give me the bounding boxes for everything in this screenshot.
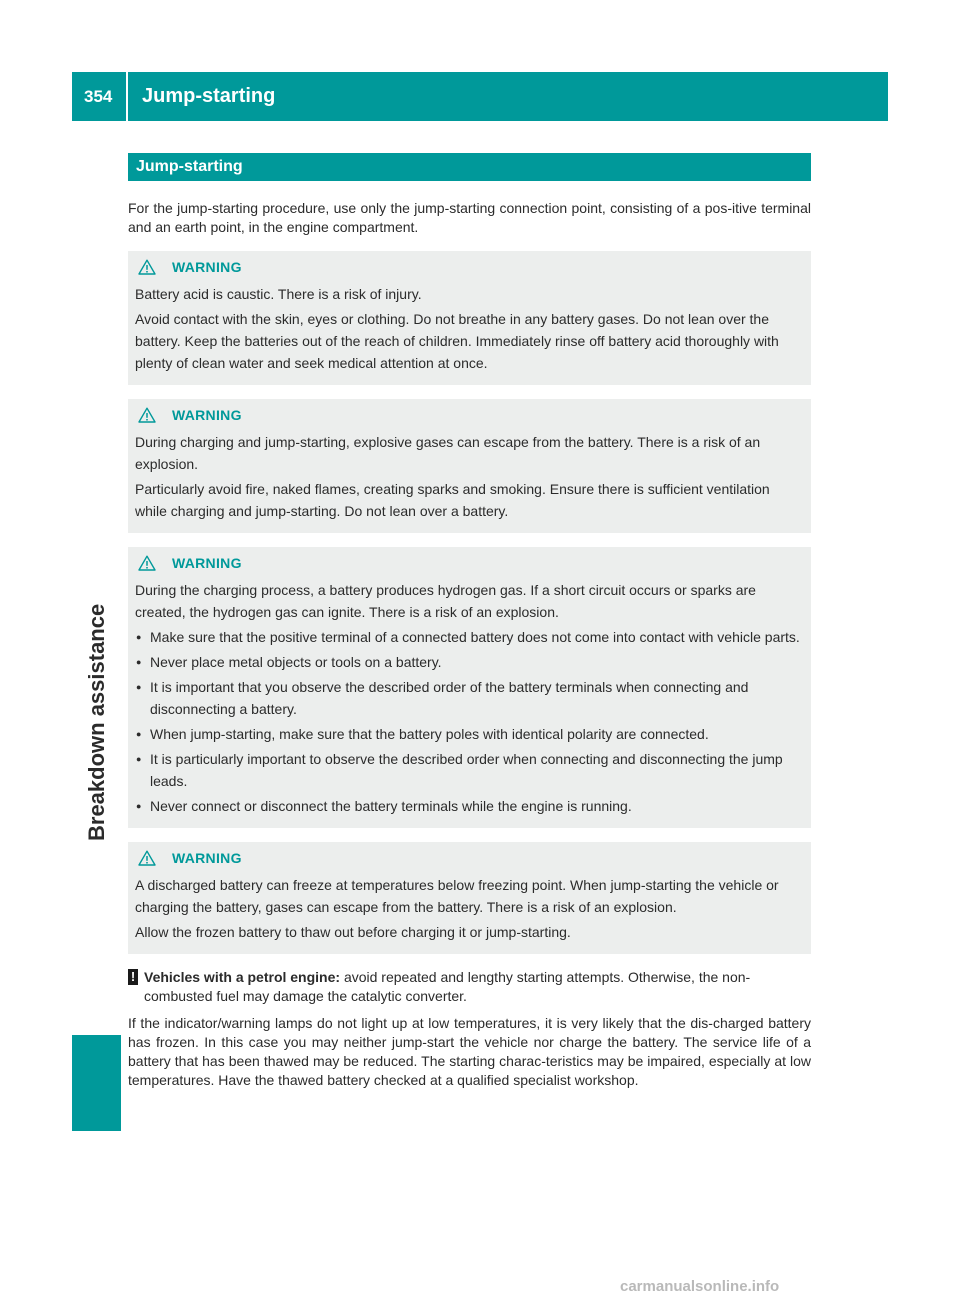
warning-label: WARNING (172, 555, 242, 571)
warning-text: Allow the frozen battery to thaw out before charging it or jump-starting. (135, 924, 571, 940)
list-item: ● Never connect or disconnect the battery terminals while the engine is running. (135, 795, 804, 817)
warning-label: WARNING (172, 259, 242, 275)
closing-paragraph: If the indicator/warning lamps do not light up at low temperatures, it is very likely that the dis-charged battery has frozen. In this case you may neither jump-start the vehicle nor charge the battery. The service life of a battery that has been thawed may be reduced. The starting charac-teristics may be impaired, especially at low temperatures. Have the thawed battery checked at a qualified specialist workshop. (128, 1015, 811, 1088)
page-number: 354 (84, 87, 113, 106)
list-item: ● When jump-starting, make sure that the battery poles with identical polarity are connected. (135, 723, 804, 745)
warning-text: During the charging process, a battery produces hydrogen gas. If a short circuit occurs or sparks are created, the hydrogen gas can ignite. There is a risk of an explosion. (135, 582, 756, 620)
warning-box (128, 547, 811, 828)
header-divider (126, 72, 128, 121)
list-item: ● It is particularly important to observe the described order when connecting and disconnecting the jump leads. (135, 748, 804, 792)
warning-triangle-icon (138, 407, 156, 423)
warning-text: Battery acid is caustic. There is a risk of injury. (135, 286, 422, 302)
warning-bullet-list (135, 626, 804, 817)
note-title: Vehicles with a petrol engine: (144, 969, 341, 985)
list-item: ● It is important that you observe the described order of the battery terminals when connecting and disconnecting a battery. (135, 676, 804, 720)
warning-box (128, 399, 811, 533)
side-tab (72, 121, 121, 1131)
warning-header (135, 257, 804, 277)
note-paragraph (128, 968, 811, 1006)
warning-box (128, 842, 811, 954)
warning-triangle-icon (138, 555, 156, 571)
warning-text: A discharged battery can freeze at temperatures below freezing point. When jump-starting the vehicle or charging the battery, gases can escape from the battery. There is a risk of an explosion. (135, 877, 779, 915)
exclamation-icon: ! (128, 969, 138, 985)
note-text: avoid repeated and lengthy starting attempts. Otherwise, the non-combusted fuel may damage the catalytic converter. (144, 969, 751, 1004)
warning-label: WARNING (172, 407, 242, 423)
warning-text: Particularly avoid fire, naked flames, creating sparks and smoking. Ensure there is sufficient ventilation while charging and jump-starting. Do not lean over a battery. (135, 481, 770, 519)
warning-triangle-icon (138, 259, 156, 275)
header-title: Jump-starting (142, 85, 276, 107)
section-heading: Jump-starting (128, 153, 811, 181)
list-item: ● Make sure that the positive terminal of a connected battery does not come into contact with vehicle parts. (135, 626, 804, 648)
warning-text: Avoid contact with the skin, eyes or clothing. Do not breathe in any battery gases. Do not lean over the battery. Keep the batteries out of the reach of children. Immediately rinse off battery acid thoroughly with plenty of clean water and seek medical attention at once. (135, 311, 779, 371)
warning-header (135, 405, 804, 425)
list-item: ● Never place metal objects or tools on a battery. (135, 651, 804, 673)
header-bar (72, 72, 888, 121)
warning-text: During charging and jump-starting, explosive gases can escape from the battery. There is a risk of an explosion. (135, 434, 761, 472)
warning-header (135, 553, 804, 573)
page-content (128, 153, 811, 1104)
intro-paragraph: For the jump-starting procedure, use only the jump-starting connection point, consisting of a pos-itive terminal and an earth point, in the engine compartment. (128, 200, 811, 235)
warning-header (135, 848, 804, 868)
side-tab-marker (72, 1035, 121, 1131)
warning-triangle-icon (138, 850, 156, 866)
warning-box (128, 251, 811, 385)
side-tab-label: Breakdown assistance (84, 603, 109, 841)
watermark: carmanualsonline.info (620, 1278, 780, 1295)
warning-label: WARNING (172, 850, 242, 866)
